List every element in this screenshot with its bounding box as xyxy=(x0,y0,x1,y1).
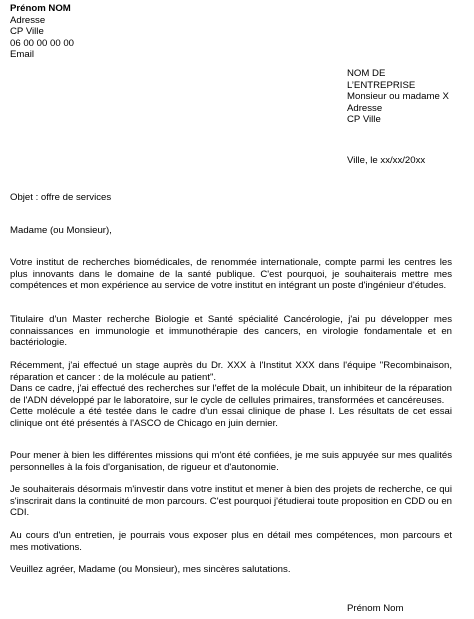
paragraph-experience xyxy=(10,360,452,430)
recipient-address: Adresse xyxy=(347,102,383,114)
paragraph-closing xyxy=(10,564,452,576)
paragraph-text: Dans ce cadre, j'ai effectué des recherches sur l'effet de la molécule Dbait, un inhibiteur de la réparation de l'ADN développé par le laboratoire, sur le cycle de cellules primaires, transformées et cancéreuses. xyxy=(10,383,452,406)
sender-email: Email xyxy=(10,49,34,61)
recipient-company-line2: L’ENTREPRISE xyxy=(347,79,416,91)
letter-subject: Objet : offre de services xyxy=(10,192,112,203)
sender-block xyxy=(10,3,210,61)
paragraph-text: Récemment, j'ai effectué un stage auprès du Dr. XXX à l'Institut XXX dans l'équipe "Recombinaison, réparation et cancer : de la molécule au patient". xyxy=(10,360,452,383)
paragraph-motivation xyxy=(10,484,452,519)
paragraph-text: Cette molécule a été testée dans le cadre d'un essai clinique de phase I. Les résultats de cet essai clinique ont été présentés à l'ASCO de Chicago en juin dernier. xyxy=(10,406,452,429)
place-date: Ville, le xx/xx/20xx xyxy=(347,155,426,166)
paragraph-qualities xyxy=(10,450,452,473)
paragraph-text: Je souhaiterais désormais m'investir dans votre institut et mener à bien des projets de recherche, ce qui s'inscrirait dans la continuité de mon parcours. C'est pourquoi j'étudierai toute proposition en CDD ou en CDI. xyxy=(10,484,452,519)
sender-name: Prénom NOM xyxy=(10,3,71,14)
signature: Prénom Nom xyxy=(347,603,404,614)
sender-address: Adresse xyxy=(10,14,46,26)
recipient-contact: Monsieur ou madame X xyxy=(347,91,449,103)
sender-phone: 06 00 00 00 00 xyxy=(10,37,75,49)
paragraph-text: Titulaire d'un Master recherche Biologie et Santé spécialité Cancérologie, j'ai pu développer mes connaissances en immunologie et immunothérapie des cancers, en virologie fondamentale et en bactériologie. xyxy=(10,314,452,349)
paragraph-text: Au cours d'un entretien, je pourrais vous exposer plus en détail mes compétences, mon parcours et mes motivations. xyxy=(10,530,452,553)
recipient-block xyxy=(347,68,467,126)
paragraph-intro xyxy=(10,257,452,292)
paragraph-text: Votre institut de recherches biomédicales, de renommée internationale, compte parmi les centres les plus innovants dans le domaine de la santé publique. C'est pourquoi, je souhaiterais mettre mes compétences et mon expérience au service de votre institut en intégrant un poste d'ingénieur d'études. xyxy=(10,257,452,292)
recipient-company-line1: NOM DE xyxy=(347,68,386,79)
paragraph-text: Veuillez agréer, Madame (ou Monsieur), mes sincères salutations. xyxy=(10,564,291,575)
sender-city: CP Ville xyxy=(10,26,44,38)
paragraph-education xyxy=(10,314,452,349)
letter-salutation: Madame (ou Monsieur), xyxy=(10,225,112,236)
paragraph-text: Pour mener à bien les différentes missions qui m'ont été confiées, je me suis appuyée sur mes qualités personnelles à la fois d'organisation, de rigueur et d'autonomie. xyxy=(10,450,452,473)
recipient-city: CP Ville xyxy=(347,114,381,126)
paragraph-interview xyxy=(10,530,452,553)
